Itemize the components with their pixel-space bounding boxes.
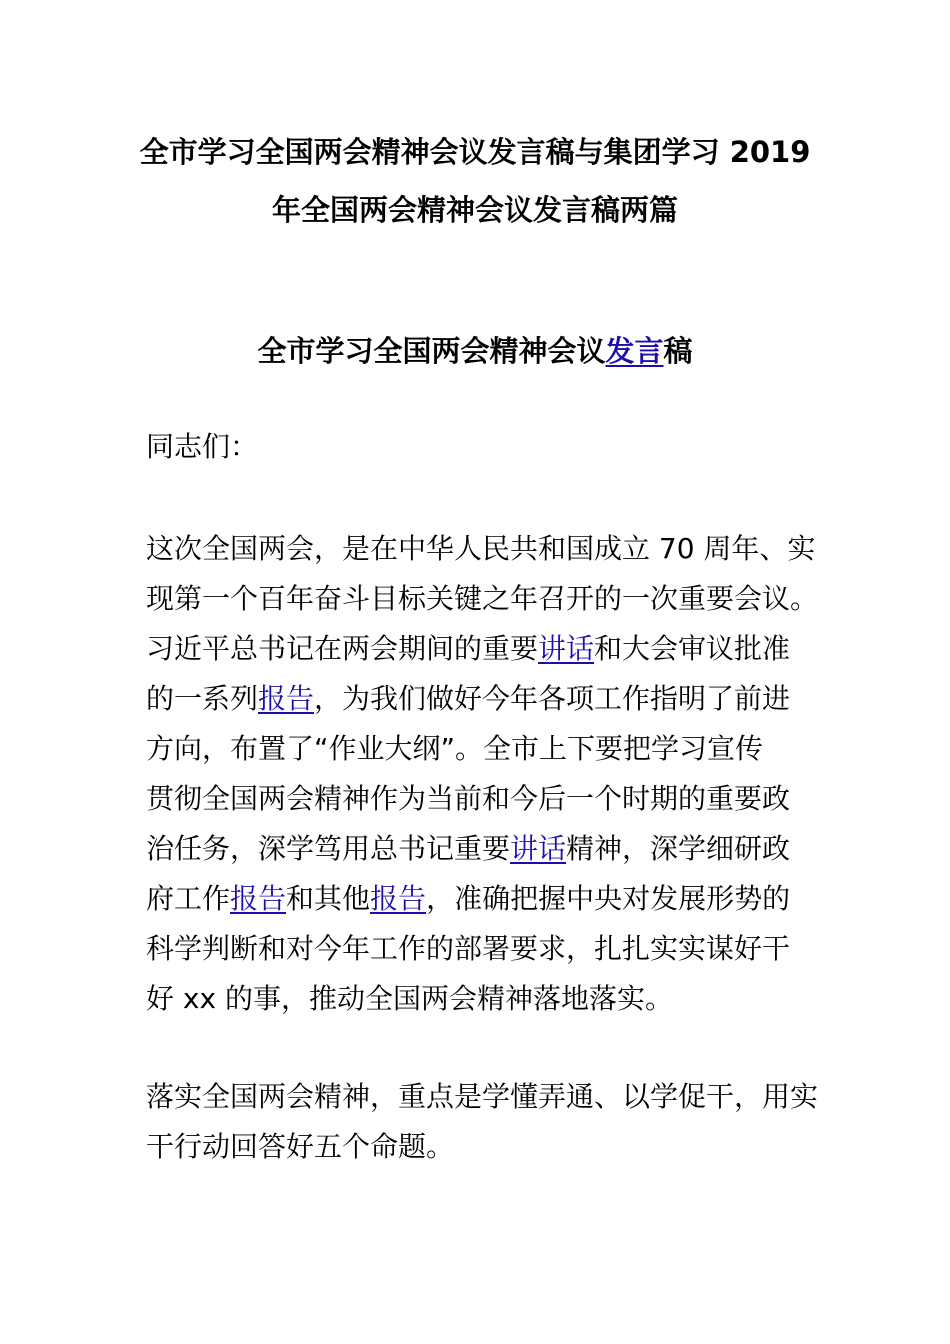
p1-line-8-post: ，准确把握中央对发展形势的 [426,882,791,915]
p1-line-3-post: 和大会审议批准 [594,632,791,665]
paragraph-2 [146,1072,826,1172]
greeting: 同志们： [146,430,259,463]
p1-line-7-post: 精神，深学细研政 [566,832,791,865]
link-baogao-1[interactable]: 报告 [258,682,315,715]
section-title-text-post: 稿 [663,334,693,368]
title-line-2: 年全国两会精神会议发言稿两篇 [271,193,678,227]
p1-line-4-post: ，为我们做好今年各项工作指明了前进 [314,682,791,715]
p1-line-9: 科学判断和对今年工作的部署要求，扎扎实实谋好干 [146,932,791,965]
p2-line-1: 落实全国两会精神，重点是学懂弄通、以学促干，用实 [146,1080,819,1113]
p1-line-3 [146,624,826,674]
section-title-link[interactable]: 发言 [605,334,664,368]
p1-line-1: 这次全国两会，是在中华人民共和国成立 70 周年、实 [146,532,816,565]
p1-line-5: 方向，布置了“作业大纲”。全市上下要把学习宣传 [146,732,764,765]
p2-line-2: 干行动回答好五个命题。 [146,1130,455,1163]
document-title [100,123,850,239]
title-line-1: 全市学习全国两会精神会议发言稿与集团学习 2019 [139,135,811,169]
link-baogao-3[interactable]: 报告 [370,882,427,915]
p1-line-8 [146,874,826,924]
paragraph-1 [146,524,826,1024]
link-jianghua-1[interactable]: 讲话 [538,632,595,665]
link-baogao-2[interactable]: 报告 [230,882,287,915]
p1-line-2: 现第一个百年奋斗目标关键之年召开的一次重要会议。 [146,582,819,615]
link-jianghua-2[interactable]: 讲话 [510,832,567,865]
p1-line-4-pre: 的一系列 [146,682,259,715]
p1-line-8-pre: 府工作 [146,882,231,915]
p1-line-8-mid: 和其他 [286,882,371,915]
p1-line-3-pre: 习近平总书记在两会期间的重要 [146,632,539,665]
p1-line-10: 好 xx 的事，推动全国两会精神落地落实。 [146,982,673,1015]
section-title-text-pre: 全市学习全国两会精神会议 [257,334,606,368]
p1-line-7-pre: 治任务，深学笃用总书记重要 [146,832,511,865]
p1-line-6: 贯彻全国两会精神作为当前和今后一个时期的重要政 [146,782,791,815]
section-title [100,326,850,376]
p1-line-7 [146,824,826,874]
p1-line-4 [146,674,826,724]
